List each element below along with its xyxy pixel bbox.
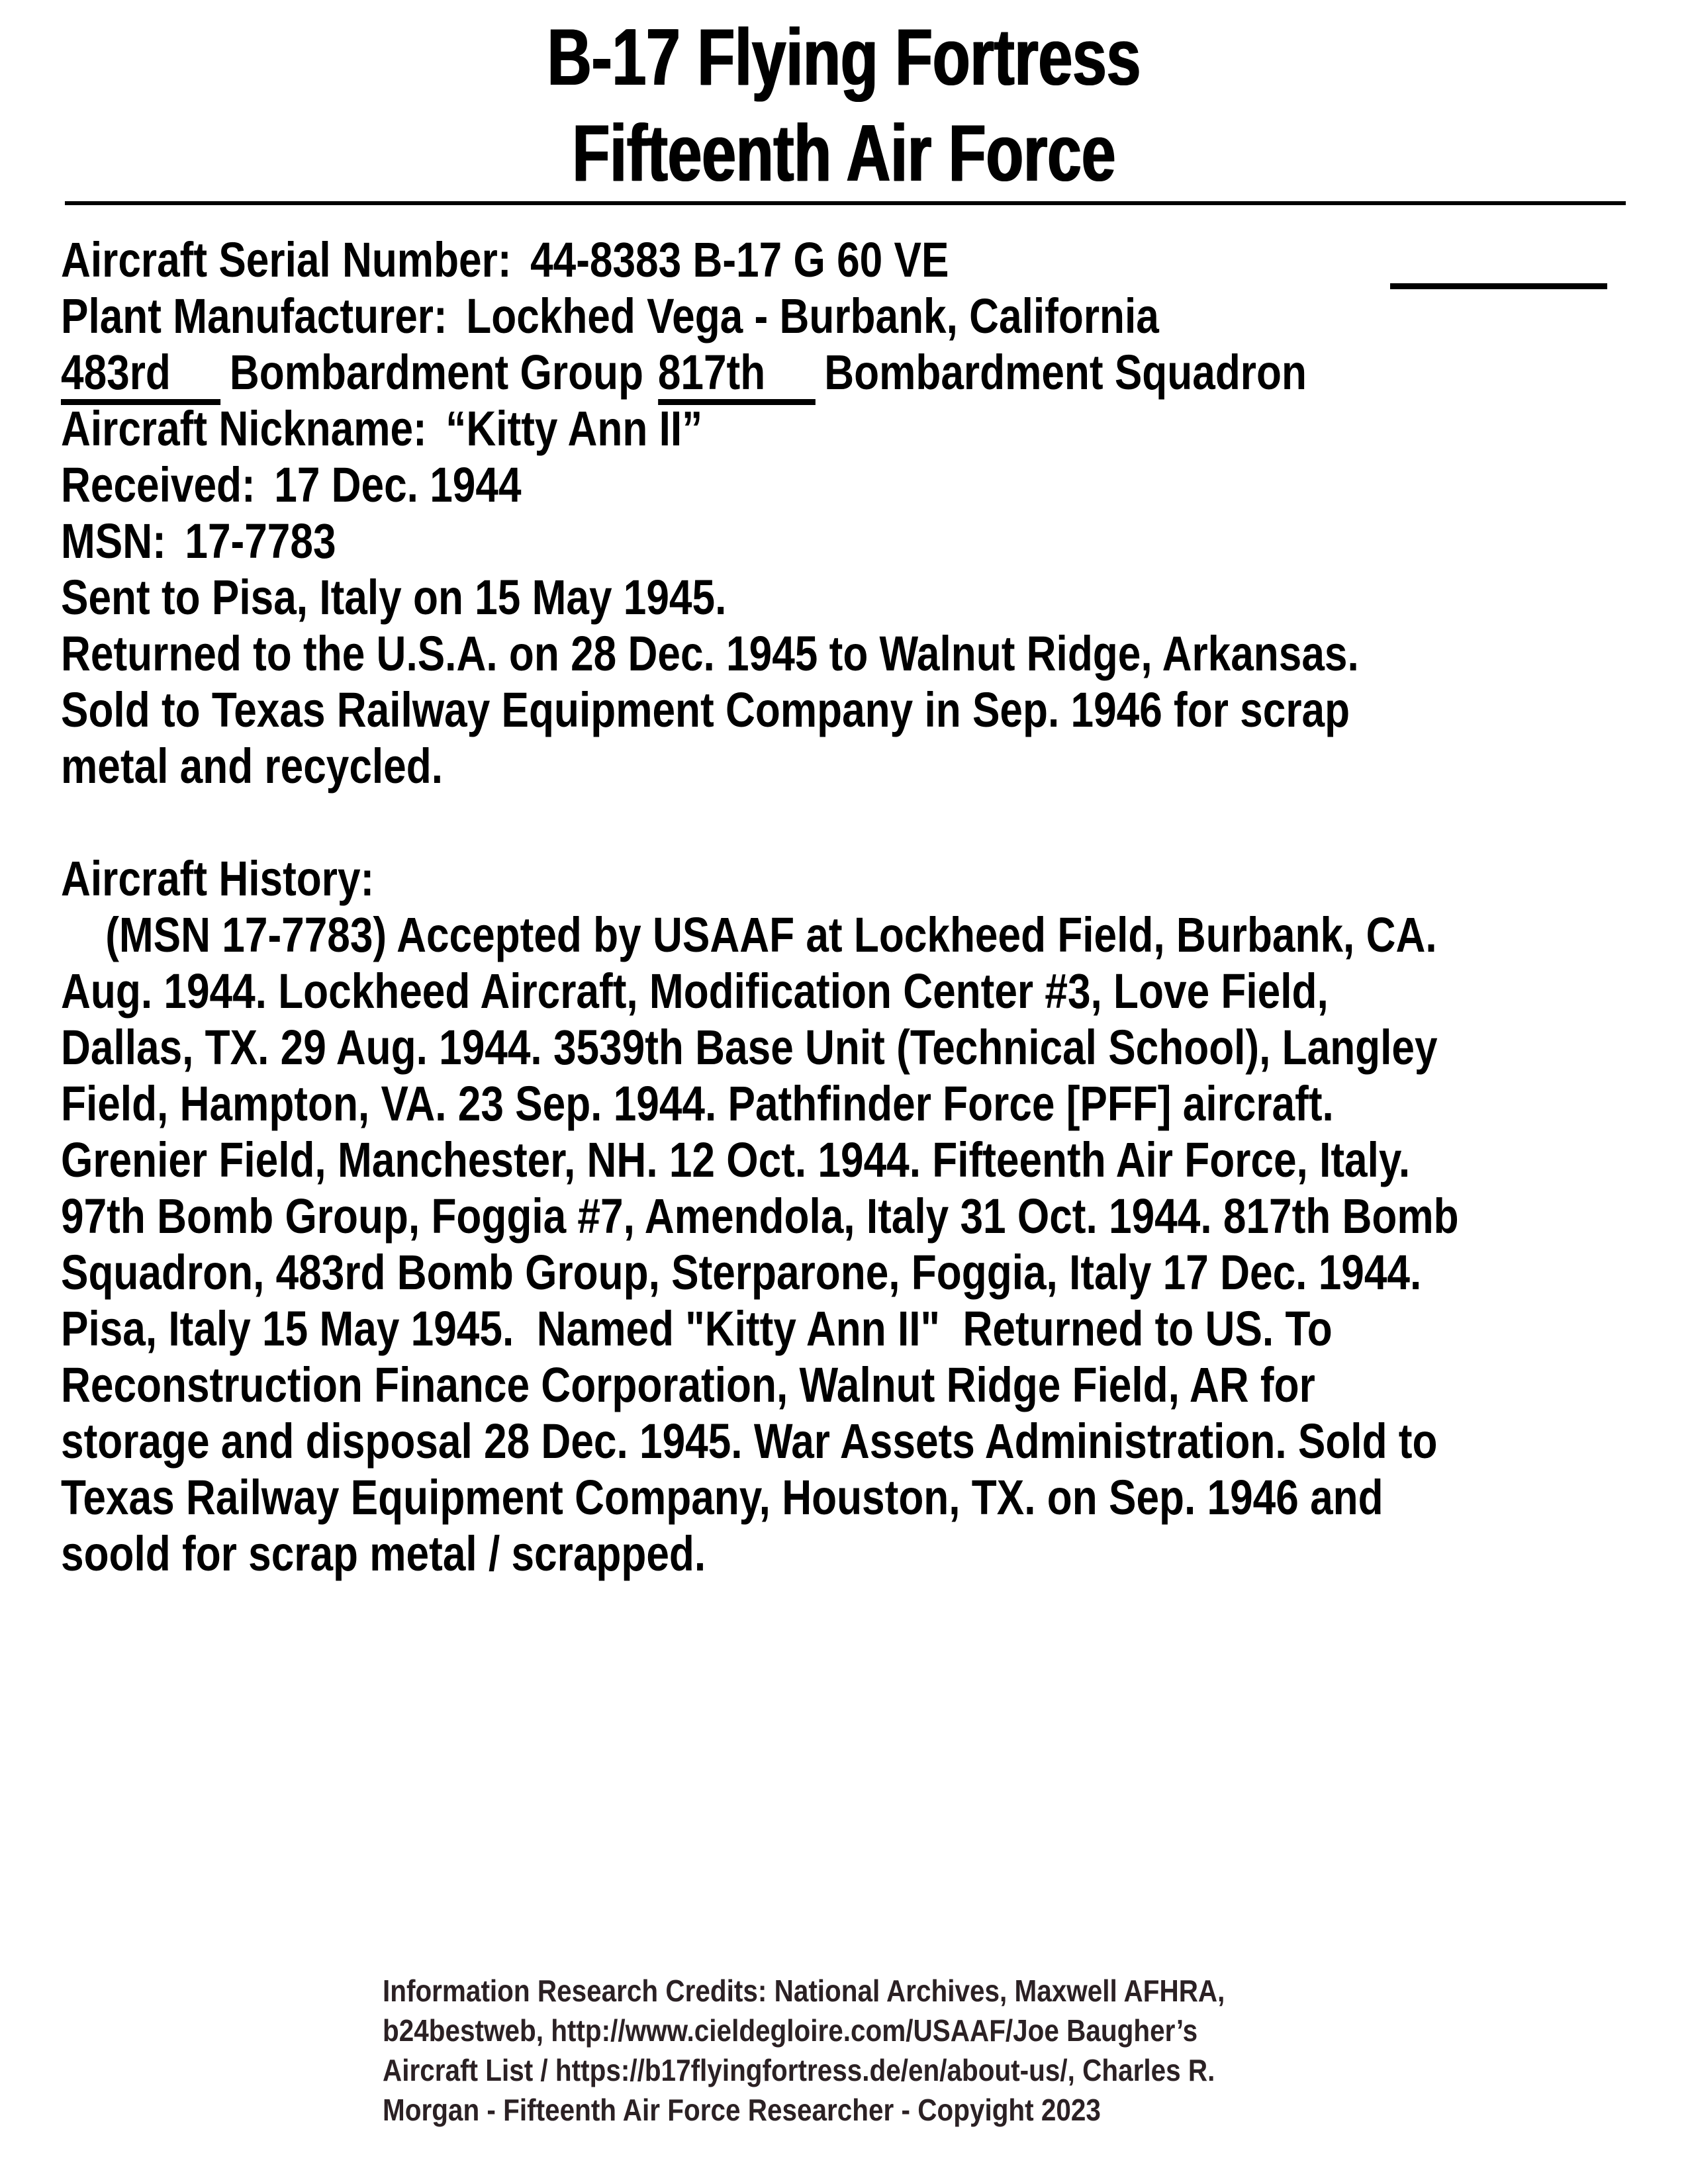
plant-label: Plant Manufacturer: [61,289,447,343]
page-title [203,9,1485,201]
received-value: 17 Dec. 1944 [274,457,522,512]
spacer-row [61,794,1428,850]
credits-line: Morgan - Fifteenth Air Force Researcher - Copyight 2023 [383,2093,1101,2127]
plant-value: Lockhed Vega - Burbank, California [466,289,1159,343]
page-title-line-2: Fifteenth Air Force [572,108,1116,198]
serial-label: Aircraft Serial Number: [61,232,512,287]
history-line: storage and disposal 28 Dec. 1945. War Assets Administration. Sold to [61,1414,1438,1469]
history-line: (MSN 17-7783) Accepted by USAAF at Lockheed Field, Burbank, CA. [105,907,1437,962]
sent-line: Sent to Pisa, Italy on 15 May 1945. [61,570,727,625]
history-line: Dallas, TX. 29 Aug. 1944. 3539th Base Unit (Technical School), Langley [61,1020,1438,1075]
page-title-line-1: B-17 Flying Fortress [547,12,1141,102]
msn-label: MSN: [61,514,166,569]
credits-line: b24bestweb, http://www.cieldegloire.com/USAAF/Joe Baugher’s [383,2013,1198,2048]
history-line: Aug. 1944. Lockheed Aircraft, Modification Center #3, Love Field, [61,964,1329,1019]
title-divider [65,201,1626,205]
serial-row [61,232,1428,288]
history-line: Field, Hampton, VA. 23 Sep. 1944. Pathfinder Force [PFF] aircraft. [61,1076,1334,1131]
aircraft-details [61,232,1459,1582]
serial-value: 44-8383 B-17 G 60 VE [530,232,949,287]
credits-line: Aircraft List / https://b17flyingfortress.de/en/about-us/, Charles R. [383,2053,1215,2087]
history-line: Squadron, 483rd Bomb Group, Sterparone, Foggia, Italy 17 Dec. 1944. [61,1245,1422,1300]
squadron-label: Bombardment Squadron [824,345,1307,400]
sold-line-2: metal and recycled. [61,739,443,794]
msn-value: 17-7783 [185,514,336,569]
group-number: 483rd [61,346,220,405]
sold-line-1: Sold to Texas Railway Equipment Company in Sep. 1946 for scrap [61,682,1350,737]
squadron-number: 817th [658,346,816,405]
credits-block [383,1971,1225,2130]
received-row [61,457,1428,513]
plant-row [61,288,1428,344]
returned-line: Returned to the U.S.A. on 28 Dec. 1945 to Walnut Ridge, Arkansas. [61,626,1359,681]
nickname-row [61,400,1428,457]
received-label: Received: [61,457,256,512]
history-line: Grenier Field, Manchester, NH. 12 Oct. 1944. Fifteenth Air Force, Italy. [61,1132,1411,1187]
history-line: soold for scrap metal / scrapped. [61,1526,706,1581]
nickname-value: “Kitty Ann II” [445,401,703,456]
history-line: Pisa, Italy 15 May 1945. Named "Kitty Ann II" Returned to US. To [61,1301,1333,1356]
history-heading: Aircraft History: [61,851,375,906]
history-line: 97th Bomb Group, Foggia #7, Amendola, Italy 31 Oct. 1944. 817th Bomb [61,1189,1459,1244]
group-label: Bombardment Group [229,345,643,400]
nickname-label: Aircraft Nickname: [61,401,427,456]
unit-row [61,344,1428,400]
history-line: Reconstruction Finance Corporation, Walnut Ridge Field, AR for [61,1357,1315,1412]
msn-row [61,513,1428,569]
history-line: Texas Railway Equipment Company, Houston, TX. on Sep. 1946 and [61,1470,1383,1525]
credits-line: Information Research Credits: National Archives, Maxwell AFHRA, [383,1974,1225,2008]
